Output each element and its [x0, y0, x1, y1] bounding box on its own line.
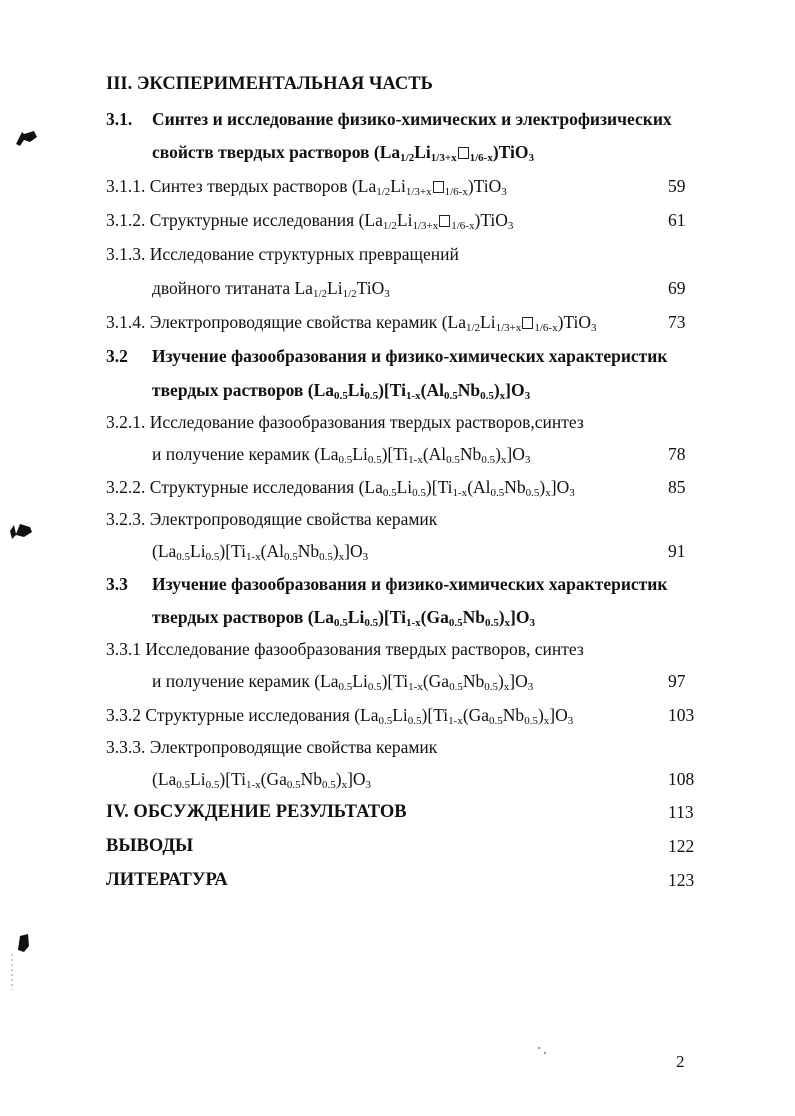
toc-3-2-1-line2: и получение керамик $(La_{0.5}Li_{0.5})[Ti_{1-x}(Al_{0.5}Nb_{0.5})_x]O_3$ — [152, 444, 531, 466]
toc-3-1-1-page: 59 — [668, 176, 686, 196]
speck-icon — [536, 1044, 550, 1058]
toc-3-1-2: 3.1.2. Структурные исследования ($La_{1/2}Li_{1/3+x}$ $_{1/6-x}$)TiO$_3$ — [106, 210, 514, 232]
toc-3-3-title-line1: Изучение фазообразования и физико-химических характеристик — [152, 574, 668, 594]
toc-3-3-1-line2: и получение керамик $(La_{0.5}Li_{0.5})[Ti_{1-x}(Ga_{0.5}Nb_{0.5})_x]O_3$ — [152, 671, 534, 693]
toc-3-2-3-line2: $(La_{0.5}Li_{0.5})[Ti_{1-x}(Al_{0.5}Nb_{0.5})_x]O_3$ — [152, 541, 369, 563]
toc-3-2-2-page: 85 — [668, 477, 686, 497]
toc-3-1-1: 3.1.1. Синтез твердых растворов ($La_{1/2}Li_{1/3+x}$ $_{1/6-x}$)TiO$_3$ — [106, 176, 507, 198]
toc-3-3-3-line1: 3.3.3. Электропроводящие свойства керамик — [106, 737, 438, 757]
toc-3-2-1-page: 78 — [668, 444, 686, 464]
toc-3-1-title-line2: свойств твердых растворов ($La_{1/2}Li_{1/3+x}$ $_{1/6-x}$)TiO$_3$ — [152, 142, 534, 164]
toc-3-2-2: 3.2.2. Структурные исследования $(La_{0.5}Li_{0.5})[Ti_{1-x}(Al_{0.5}Nb_{0.5})_x]O_3$ — [106, 477, 575, 499]
scan-mark-icon — [14, 128, 40, 148]
scan-mark-icon — [10, 932, 36, 992]
toc-3-2-title-line2: твердых растворов $(La_{0.5}Li_{0.5})[Ti_{1-x}(Al_{0.5}Nb_{0.5})_x]O_3$ — [152, 380, 531, 402]
toc-3-2-number: 3.2 — [106, 346, 128, 366]
toc-3-1-4-page: 73 — [668, 312, 686, 332]
vacancy-box-icon — [458, 147, 469, 159]
page-number: 2 — [676, 1052, 685, 1071]
toc-3-3-1-line1: 3.3.1 Исследование фазообразования твердых растворов, синтез — [106, 639, 584, 659]
conclusions-page: 122 — [668, 836, 695, 856]
toc-3-1-3-line1: 3.1.3. Исследование структурных превращений — [106, 244, 459, 264]
section-iii-heading: III. ЭКСПЕРИМЕНТАЛЬНАЯ ЧАСТЬ — [106, 74, 433, 94]
section-iv-heading: IV. ОБСУЖДЕНИЕ РЕЗУЛЬТАТОВ — [106, 802, 407, 822]
toc-3-1-title-line1: Синтез и исследование физико-химических и электрофизических — [152, 109, 672, 129]
toc-3-3-2-page: 103 — [668, 705, 695, 725]
toc-3-3-number: 3.3 — [106, 574, 128, 594]
vacancy-box-icon — [433, 181, 444, 193]
toc-3-3-1-page: 97 — [668, 671, 686, 691]
toc-3-2-1-line1: 3.2.1. Исследование фазообразования твердых растворов,синтез — [106, 412, 584, 432]
toc-3-2-3-page: 91 — [668, 541, 686, 561]
conclusions-heading: ВЫВОДЫ — [106, 836, 194, 856]
references-page: 123 — [668, 870, 695, 890]
toc-3-1-2-page: 61 — [668, 210, 686, 230]
toc-3-1-number: 3.1. — [106, 109, 133, 129]
toc-3-3-title-line2: твердых растворов $(La_{0.5}Li_{0.5})[Ti_{1-x}(Ga_{0.5}Nb_{0.5})_x]O_3$ — [152, 607, 535, 629]
toc-3-1-3-line2: двойного титаната $La_{1/2}Li_{1/2}TiO_3$ — [152, 278, 390, 300]
toc-3-2-title-line1: Изучение фазообразования и физико-химических характеристик — [152, 346, 668, 366]
vacancy-box-icon — [522, 317, 533, 329]
scan-mark-icon — [8, 522, 34, 542]
toc-3-3-3-page: 108 — [668, 769, 695, 789]
toc-3-3-3-line2: $(La_{0.5}Li_{0.5})[Ti_{1-x}(Ga_{0.5}Nb_{0.5})_x]O_3$ — [152, 769, 372, 791]
toc-3-3-2: 3.3.2 Структурные исследования $(La_{0.5}Li_{0.5})[Ti_{1-x}(Ga_{0.5}Nb_{0.5})_x]O_3$ — [106, 705, 574, 727]
section-iv-page: 113 — [668, 802, 694, 822]
vacancy-box-icon — [439, 215, 450, 227]
toc-3-2-3-line1: 3.2.3. Электропроводящие свойства керамик — [106, 509, 438, 529]
toc-3-1-3-page: 69 — [668, 278, 686, 298]
toc-3-1-4: 3.1.4. Электропроводящие свойства керамик ($La_{1/2}Li_{1/3+x}$ $_{1/6-x}$)TiO$_3$ — [106, 312, 597, 334]
references-heading: ЛИТЕРАТУРА — [106, 870, 228, 890]
